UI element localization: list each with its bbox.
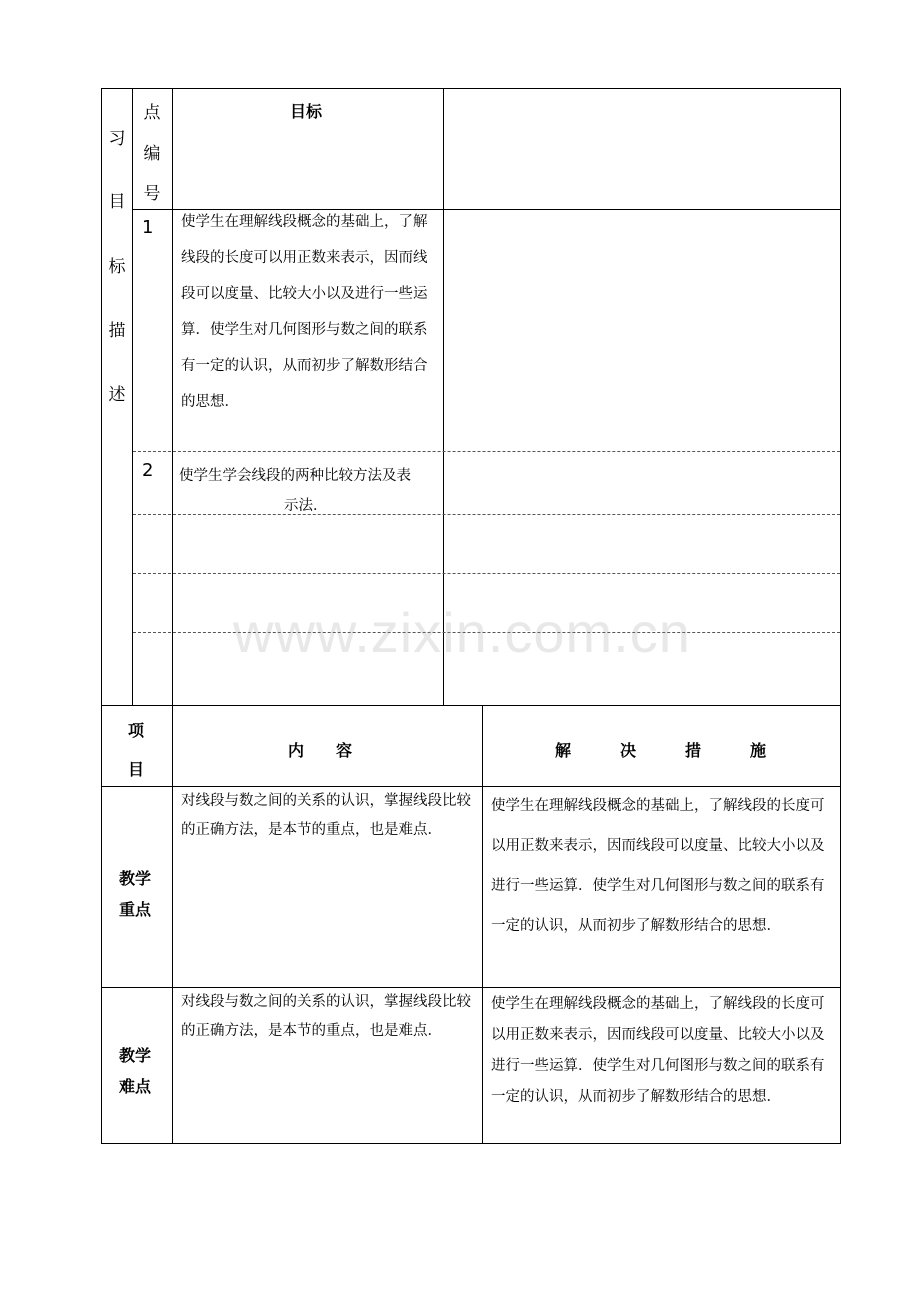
goal-text: 示法． bbox=[284, 498, 328, 514]
col-no-header-char: 编 bbox=[143, 144, 161, 164]
header-measures-char: 决 bbox=[620, 741, 637, 760]
row-number: 2 bbox=[142, 460, 154, 481]
col-no-header-char: 号 bbox=[143, 184, 161, 204]
row-label: 重点 bbox=[119, 900, 152, 919]
row-number: 1 bbox=[142, 217, 154, 238]
measures-text: 使学生在理解线段概念的基础上，了解线段的长度可以用正数来表示，因而线段可以度量、比较大小以及进行一些运算．使学生对几何图形与数之间的联系有一定的认识，从而初步了解数形结合的思想． bbox=[491, 996, 825, 1105]
header-content: 内 容 bbox=[288, 741, 353, 760]
measures-text: 使学生在理解线段概念的基础上，了解线段的长度可以用正数来表示，因而线段可以度量、比较大小以及进行一些运算．使学生对几何图形与数之间的联系有一定的认识，从而初步了解数形结合的思想． bbox=[491, 798, 825, 934]
side-label-char: 目 bbox=[108, 192, 126, 212]
watermark: www.zixin.com.cn bbox=[233, 601, 691, 664]
header-item-char: 项 bbox=[128, 721, 145, 740]
header-item-char: 目 bbox=[128, 760, 145, 779]
content-text: 对线段与数之间的关系的认识，掌握线段比较的正确方法，是本节的重点，也是难点． bbox=[181, 793, 471, 838]
goal-text: 使学生在理解线段概念的基础上，了解线段的长度可以用正数来表示，因而线段可以度量、比较大小以及进行一些运算．使学生对几何图形与数之间的联系有一定的认识，从而初步了解数形结合的思想． bbox=[181, 214, 428, 410]
side-label-char: 标 bbox=[108, 257, 126, 277]
side-label-char: 习 bbox=[108, 129, 126, 149]
side-label-char: 描 bbox=[108, 321, 126, 341]
content-text: 对线段与数之间的关系的认识，掌握线段比较的正确方法，是本节的重点，也是难点． bbox=[181, 994, 471, 1039]
side-label-char: 述 bbox=[108, 385, 126, 405]
goal-text: 使学生学会线段的两种比较方法及表 bbox=[179, 468, 411, 484]
row-label: 教学 bbox=[119, 1046, 152, 1065]
header-measures-char: 措 bbox=[685, 741, 702, 760]
row-label: 难点 bbox=[119, 1077, 152, 1096]
col-no-header-char: 点 bbox=[143, 103, 161, 123]
header-measures-char: 解 bbox=[555, 741, 572, 760]
col-goal-header: 目标 bbox=[290, 102, 323, 121]
header-measures-char: 施 bbox=[750, 741, 767, 760]
row-label: 教学 bbox=[119, 869, 152, 888]
